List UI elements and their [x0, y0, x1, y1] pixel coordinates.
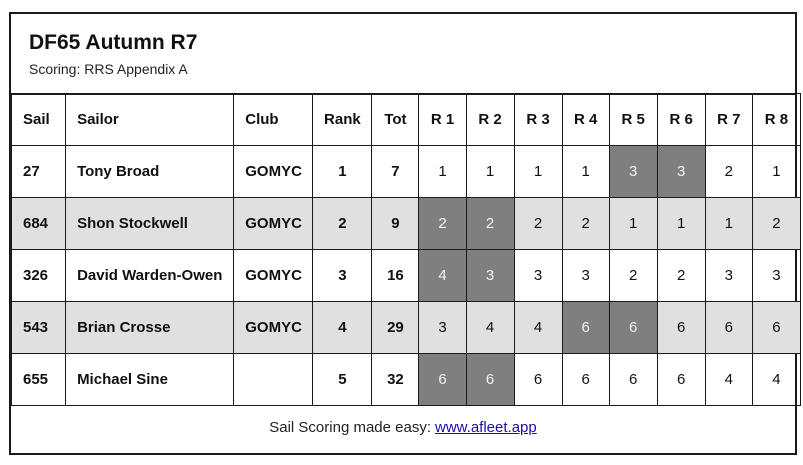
rank-cell: 2	[313, 198, 372, 250]
footer	[11, 401, 795, 453]
race-score-cell: 6	[514, 354, 562, 406]
column-header-rank: Rank	[313, 94, 372, 146]
column-header-r4: R 4	[562, 94, 609, 146]
table-row	[12, 302, 801, 354]
club-cell: GOMYC	[234, 146, 313, 198]
rank-cell: 3	[313, 250, 372, 302]
race-score-cell: 4	[752, 354, 800, 406]
club-cell: GOMYC	[234, 198, 313, 250]
club-cell	[234, 354, 313, 406]
sailor-name-cell: Michael Sine	[66, 354, 234, 406]
total-cell: 16	[372, 250, 419, 302]
sailor-name-cell: Tony Broad	[66, 146, 234, 198]
race-score-cell: 6	[752, 302, 800, 354]
afleet-link[interactable]: www.afleet.app	[435, 418, 537, 436]
race-score-cell: 6	[562, 354, 609, 406]
sailor-name-cell: Shon Stockwell	[66, 198, 234, 250]
sail-number-cell: 543	[12, 302, 66, 354]
event-title: DF65 Autumn R7	[29, 31, 198, 54]
club-cell: GOMYC	[234, 302, 313, 354]
sail-number-cell: 655	[12, 354, 66, 406]
column-header-sailor: Sailor	[66, 94, 234, 146]
race-score-cell: 1	[752, 146, 800, 198]
race-score-cell: 3	[752, 250, 800, 302]
discarded-race-score-cell: 6	[609, 302, 657, 354]
rank-cell: 4	[313, 302, 372, 354]
race-score-cell: 3	[419, 302, 466, 354]
race-score-cell: 6	[657, 354, 705, 406]
race-score-cell: 1	[419, 146, 466, 198]
rank-cell: 5	[313, 354, 372, 406]
race-score-cell: 1	[562, 146, 609, 198]
rank-cell: 1	[313, 146, 372, 198]
discarded-race-score-cell: 6	[419, 354, 466, 406]
race-score-cell: 2	[705, 146, 752, 198]
total-cell: 32	[372, 354, 419, 406]
race-score-cell: 1	[466, 146, 514, 198]
total-cell: 7	[372, 146, 419, 198]
sail-number-cell: 326	[12, 250, 66, 302]
sailor-name-cell: David Warden-Owen	[66, 250, 234, 302]
column-header-r1: R 1	[419, 94, 466, 146]
column-header-tot: Tot	[372, 94, 419, 146]
column-header-club: Club	[234, 94, 313, 146]
discarded-race-score-cell: 6	[562, 302, 609, 354]
race-score-cell: 6	[705, 302, 752, 354]
sail-number-cell: 684	[12, 198, 66, 250]
table-row	[12, 198, 801, 250]
discarded-race-score-cell: 4	[419, 250, 466, 302]
results-body	[12, 146, 801, 406]
race-score-cell: 2	[514, 198, 562, 250]
column-header-r7: R 7	[705, 94, 752, 146]
race-score-cell: 2	[657, 250, 705, 302]
discarded-race-score-cell: 3	[609, 146, 657, 198]
race-score-cell: 3	[705, 250, 752, 302]
race-score-cell: 1	[514, 146, 562, 198]
discarded-race-score-cell: 6	[466, 354, 514, 406]
column-header-r6: R 6	[657, 94, 705, 146]
race-score-cell: 2	[752, 198, 800, 250]
race-score-cell: 3	[562, 250, 609, 302]
header-row	[12, 94, 801, 146]
race-score-cell: 4	[705, 354, 752, 406]
table-row	[12, 146, 801, 198]
discarded-race-score-cell: 2	[466, 198, 514, 250]
race-score-cell: 2	[609, 250, 657, 302]
column-header-sail: Sail	[12, 94, 66, 146]
race-score-cell: 2	[562, 198, 609, 250]
column-header-r2: R 2	[466, 94, 514, 146]
race-score-cell: 4	[466, 302, 514, 354]
total-cell: 29	[372, 302, 419, 354]
race-score-cell: 6	[657, 302, 705, 354]
column-header-r3: R 3	[514, 94, 562, 146]
race-score-cell: 4	[514, 302, 562, 354]
results-panel	[9, 12, 797, 455]
race-score-cell: 1	[705, 198, 752, 250]
table-row	[12, 250, 801, 302]
discarded-race-score-cell: 3	[657, 146, 705, 198]
discarded-race-score-cell: 2	[419, 198, 466, 250]
sailor-name-cell: Brian Crosse	[66, 302, 234, 354]
sail-number-cell: 27	[12, 146, 66, 198]
club-cell: GOMYC	[234, 250, 313, 302]
total-cell: 9	[372, 198, 419, 250]
scoring-system: Scoring: RRS Appendix A	[29, 61, 188, 77]
column-header-r5: R 5	[609, 94, 657, 146]
race-score-cell: 3	[514, 250, 562, 302]
race-score-cell: 1	[657, 198, 705, 250]
race-score-cell: 6	[609, 354, 657, 406]
results-table	[11, 93, 801, 406]
column-header-r8: R 8	[752, 94, 800, 146]
discarded-race-score-cell: 3	[466, 250, 514, 302]
race-score-cell: 1	[609, 198, 657, 250]
footer-text: Sail Scoring made easy:	[269, 418, 431, 436]
results-header	[11, 14, 795, 95]
table-row	[12, 354, 801, 406]
